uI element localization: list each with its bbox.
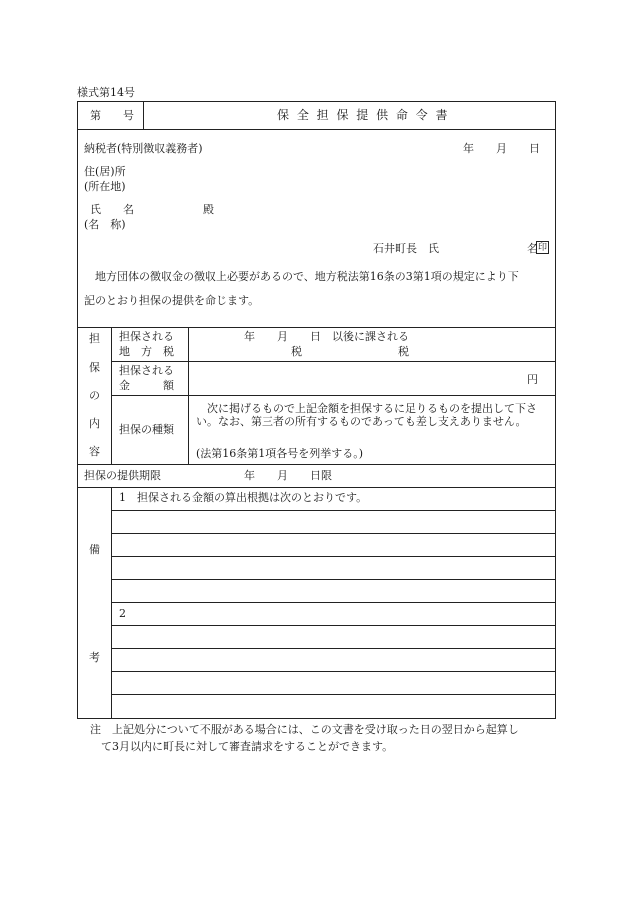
details-side-label-1: 担 (89, 332, 100, 345)
remarks-divider (111, 487, 112, 719)
document-title: 保 全 担 保 提 供 命 令 書 (277, 108, 450, 122)
issue-date: 年 月 日 (463, 142, 540, 155)
remarks-line-1 (111, 510, 556, 511)
details-side-label-3: の (89, 389, 100, 402)
details-top-line (77, 327, 556, 328)
issuer-label: 石井町長 氏 (373, 242, 439, 255)
header-number-label: 第 号 (90, 109, 134, 122)
name-label-sub: (名 称) (84, 218, 126, 231)
details-row1-line (111, 361, 556, 362)
tax-value-2b: 税 (398, 345, 409, 358)
form-number: 様式第14号 (77, 86, 135, 99)
amount-label-1: 担保される (119, 364, 174, 377)
details-side-label-4: 内 (89, 417, 100, 430)
remarks-line-3 (111, 556, 556, 557)
details-side-label-5: 容 (89, 445, 100, 458)
remarks-line-2 (111, 533, 556, 534)
address-label: 住(居)所 (84, 165, 126, 178)
tax-label-1: 担保される (119, 330, 174, 343)
taxpayer-label: 納税者(特別徴収義務者) (84, 142, 203, 155)
details-side-label-2: 保 (89, 361, 100, 374)
deadline-top-line (77, 464, 556, 465)
amount-label-2: 金 額 (119, 379, 174, 392)
body-text-line2: 記のとおり担保の提供を命じます。 (84, 294, 260, 307)
details-row2-line (111, 395, 556, 396)
type-label: 担保の種類 (119, 423, 174, 436)
deadline-value: 年 月 日限 (244, 469, 332, 482)
name-label: 氏 名 (90, 203, 134, 216)
footnote-line2: て3月以内に町長に対して審査請求をすることができます。 (101, 740, 394, 753)
amount-unit: 円 (527, 373, 538, 386)
remarks-label-bottom: 考 (89, 651, 100, 664)
tax-label-2: 地 方 税 (119, 345, 174, 358)
address-label-sub: (所在地) (84, 180, 126, 193)
remarks-line-7 (111, 648, 556, 649)
deadline-label: 担保の提供期限 (84, 469, 161, 482)
remarks-line-6 (111, 625, 556, 626)
type-note: (法第16条第1項各号を列挙する。) (196, 447, 364, 460)
tax-value-2a: 税 (291, 345, 302, 358)
footnote-line1: 注 上記処分について不服がある場合には、この文書を受け取った日の翌日から起算し (90, 723, 519, 736)
type-text: 次に掲げるもので上記金額を担保するに足りるものを提出して下さい。なお、第三者の所有するものであっても差し支えありません。 (196, 402, 537, 428)
remarks-label-top: 備 (89, 543, 100, 556)
remarks-line-5 (111, 602, 556, 603)
remarks-line-8 (111, 671, 556, 672)
tax-value-1: 年 月 日 以後に課される (244, 330, 409, 343)
body-text-line1: 地方団体の徴収金の徴収上必要があるので、地方税法第16条の3第1項の規定により下 (95, 270, 519, 283)
remarks-line-4 (111, 579, 556, 580)
deadline-bottom-line (77, 487, 556, 488)
remarks-item-2: 2 (119, 607, 126, 620)
honorific-label: 殿 (203, 203, 214, 216)
remarks-item-1: 1 担保される金額の算出根拠は次のとおりです。 (119, 491, 368, 504)
header-divider (143, 101, 144, 130)
seal-mark: 印 (537, 243, 547, 253)
issuer-name-suffix: 名 (527, 242, 538, 255)
remarks-line-9 (111, 694, 556, 695)
